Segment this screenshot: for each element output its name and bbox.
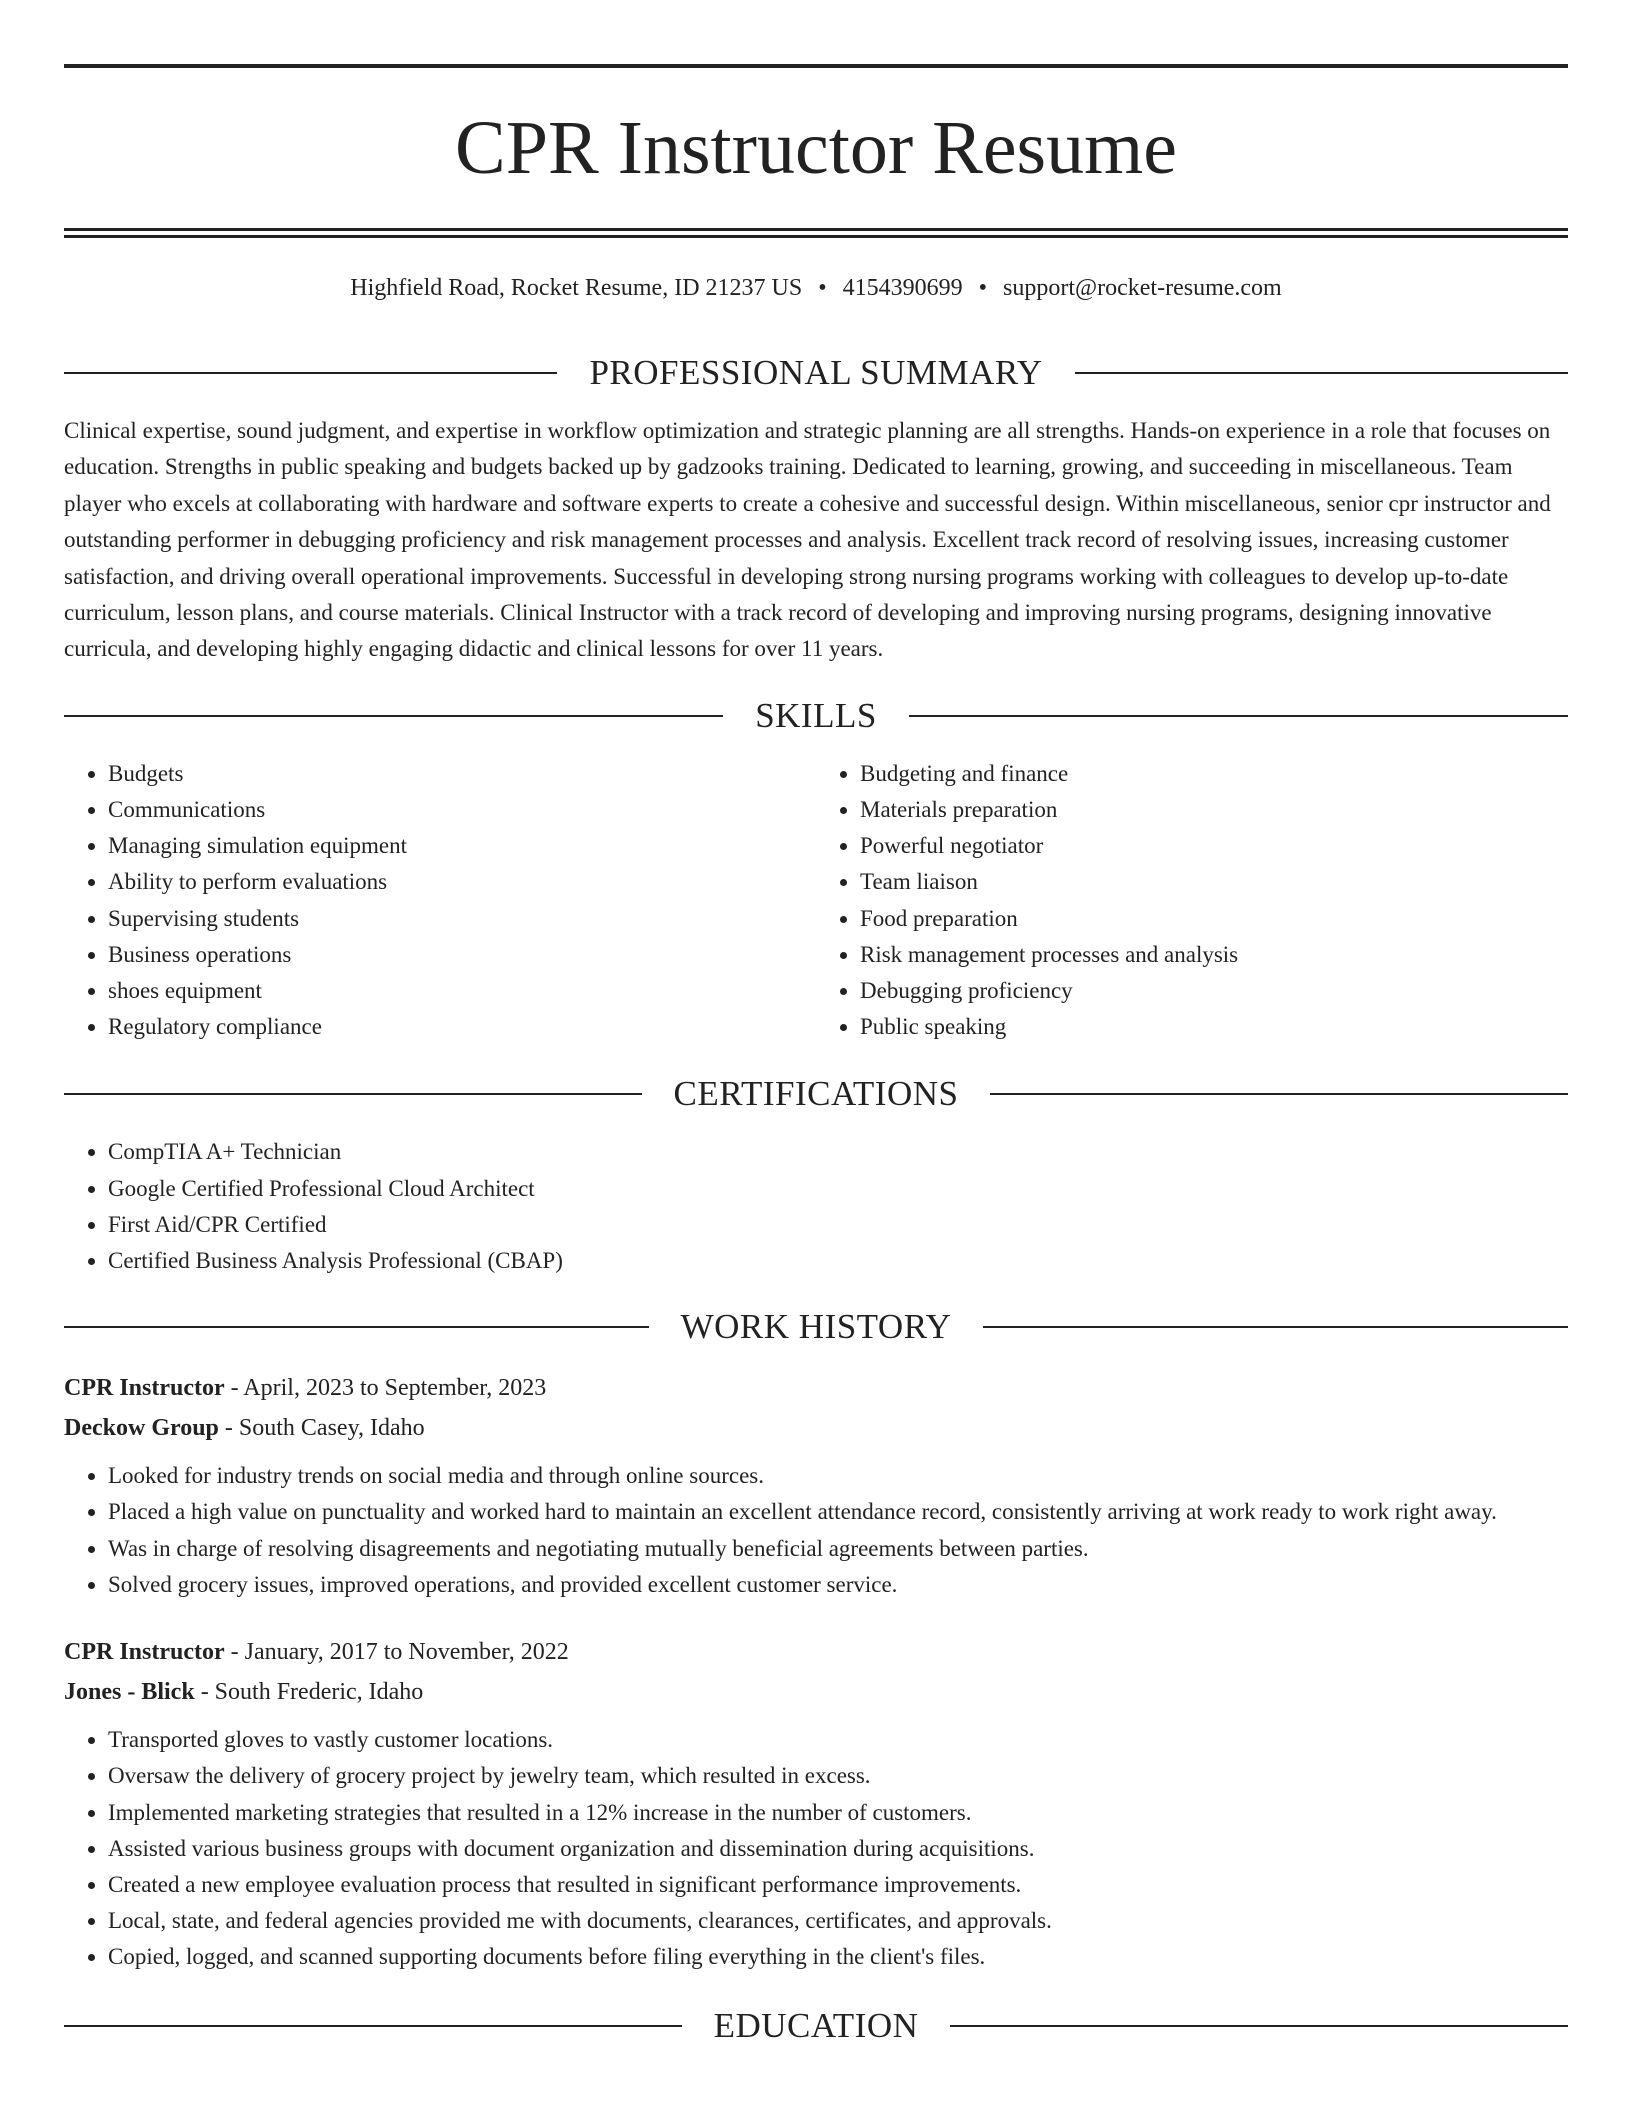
certifications-list [64, 1134, 1568, 1279]
job-dates: - January, 2017 to November, 2022 [224, 1639, 569, 1666]
job-bullet: • Solved grocery issues, improved operations, and provided excellent customer service. [108, 1567, 1568, 1603]
section-rule [64, 715, 723, 717]
certifications-section-header [64, 1074, 1568, 1114]
section-rule [64, 2025, 682, 2027]
section-rule [64, 1093, 642, 1095]
skill-item: • Budgeting and finance [860, 756, 1568, 792]
job-location: - South Frederic, Idaho [194, 1679, 424, 1706]
job-company: Jones - Blick [64, 1679, 195, 1706]
summary-section-header [64, 353, 1568, 393]
job-dates: - April, 2023 to September, 2023 [224, 1375, 547, 1402]
skills-list-right [816, 756, 1568, 1046]
section-rule [983, 1326, 1568, 1328]
contact-line [64, 268, 1568, 308]
skill-item: • Risk management processes and analysis [860, 937, 1568, 973]
skill-item: • Debugging proficiency [860, 973, 1568, 1009]
job-entry [64, 1368, 1568, 1603]
job-company-line [64, 1408, 1568, 1448]
job-bullet: • Looked for industry trends on social media and through online sources. [108, 1458, 1568, 1494]
job-title: CPR Instructor [64, 1639, 225, 1666]
skill-item: • Managing simulation equipment [108, 828, 816, 864]
job-bullet: • Copied, logged, and scanned supporting documents before filing everything in the client's files. [108, 1939, 1568, 1975]
skills-list-left [64, 756, 816, 1046]
job-bullets [64, 1458, 1568, 1603]
job-bullet: • Created a new employee evaluation process that resulted in significant performance improvements. [108, 1867, 1568, 1903]
skill-item: • Business operations [108, 937, 816, 973]
skill-item: • Powerful negotiator [860, 828, 1568, 864]
job-bullet: • Local, state, and federal agencies provided me with documents, clearances, certificates, and approvals. [108, 1903, 1568, 1939]
job-title-line [64, 1368, 1568, 1408]
skill-item: • Ability to perform evaluations [108, 864, 816, 900]
summary-heading: PROFESSIONAL SUMMARY [589, 353, 1043, 392]
job-bullet: • Oversaw the delivery of grocery project by jewelry team, which resulted in excess. [108, 1758, 1568, 1794]
skill-item: • shoes equipment [108, 973, 816, 1009]
skill-item: • Public speaking [860, 1009, 1568, 1045]
job-location: - South Casey, Idaho [218, 1415, 425, 1442]
contact-phone: 4154390699 [842, 275, 963, 301]
resume-content [64, 0, 1568, 2046]
job-company: Deckow Group [64, 1415, 219, 1442]
section-rule [1075, 372, 1568, 374]
job-entry [64, 1632, 1568, 1975]
certifications-heading: CERTIFICATIONS [673, 1074, 959, 1114]
job-bullet: • Transported gloves to vastly customer locations. [108, 1722, 1568, 1758]
skills-section-header [64, 696, 1568, 736]
section-rule [950, 2025, 1568, 2027]
certification-item: • CompTIA A+ Technician [108, 1134, 1568, 1170]
job-bullet: • Assisted various business groups with document organization and dissemination during acquisitions. [108, 1831, 1568, 1867]
skill-item: • Communications [108, 792, 816, 828]
skills-columns [64, 756, 1568, 1046]
top-rule [64, 64, 1568, 68]
skill-item: • Budgets [108, 756, 816, 792]
education-section-header [64, 2006, 1568, 2046]
certification-item: • Google Certified Professional Cloud Architect [108, 1171, 1568, 1207]
job-bullet: • Was in charge of resolving disagreements and negotiating mutually beneficial agreements between parties. [108, 1531, 1568, 1567]
section-rule [64, 372, 557, 374]
education-heading: EDUCATION [713, 2005, 919, 2045]
job-bullets [64, 1722, 1568, 1975]
skill-item: • Regulatory compliance [108, 1009, 816, 1045]
skill-item: • Food preparation [860, 901, 1568, 937]
job-bullet: • Implemented marketing strategies that resulted in a 12% increase in the number of customers. [108, 1795, 1568, 1831]
skill-item: • Team liaison [860, 864, 1568, 900]
skill-item: • Supervising students [108, 901, 816, 937]
section-rule [909, 715, 1568, 717]
title-double-rule [64, 228, 1568, 238]
job-title: CPR Instructor [64, 1375, 225, 1402]
job-company-line [64, 1672, 1568, 1712]
skill-item: • Materials preparation [860, 792, 1568, 828]
job-title-line [64, 1632, 1568, 1672]
certification-item: • First Aid/CPR Certified [108, 1207, 1568, 1243]
summary-text: Clinical expertise, sound judgment, and expertise in workflow optimization and strategic planning are all strengths. Hands-on experience in a role that focuses on education. Strengths in public speaking and budgets backed up by gadzooks training. Dedicated to learning, growing, and succeeding in miscellaneous. Team player who excels at collaborating with hardware and software experts to create a cohesive and successful design. Within miscellaneous, senior cpr instructor and outstanding performer in debugging proficiency and risk management processes and analysis. Excellent track record of resolving issues, increasing customer satisfaction, and driving overall operational improvements. Successful in developing strong nursing programs working with colleagues to develop up-to-date curriculum, lesson plans, and course materials. Clinical Instructor with a track record of developing and improving nursing programs, designing innovative curricula, and developing highly engaging didactic and clinical lessons for over 11 years. [64, 418, 1551, 662]
contact-separator: • [818, 275, 827, 301]
resume-title: CPR Instructor Resume [455, 106, 1177, 190]
certification-item: • Certified Business Analysis Professional (CBAP) [108, 1243, 1568, 1279]
skills-heading: SKILLS [755, 695, 877, 735]
contact-address: Highfield Road, Rocket Resume, ID 21237 US [350, 275, 803, 301]
section-rule [990, 1093, 1568, 1095]
contact-email: support@rocket-resume.com [1003, 275, 1282, 301]
job-bullet: • Placed a high value on punctuality and worked hard to maintain an excellent attendance record, consistently arriving at work ready to work right away. [108, 1494, 1568, 1530]
work-history-heading: WORK HISTORY [680, 1307, 952, 1347]
work-history-section-header [64, 1307, 1568, 1347]
section-rule [64, 1326, 649, 1328]
contact-separator: • [978, 275, 988, 301]
